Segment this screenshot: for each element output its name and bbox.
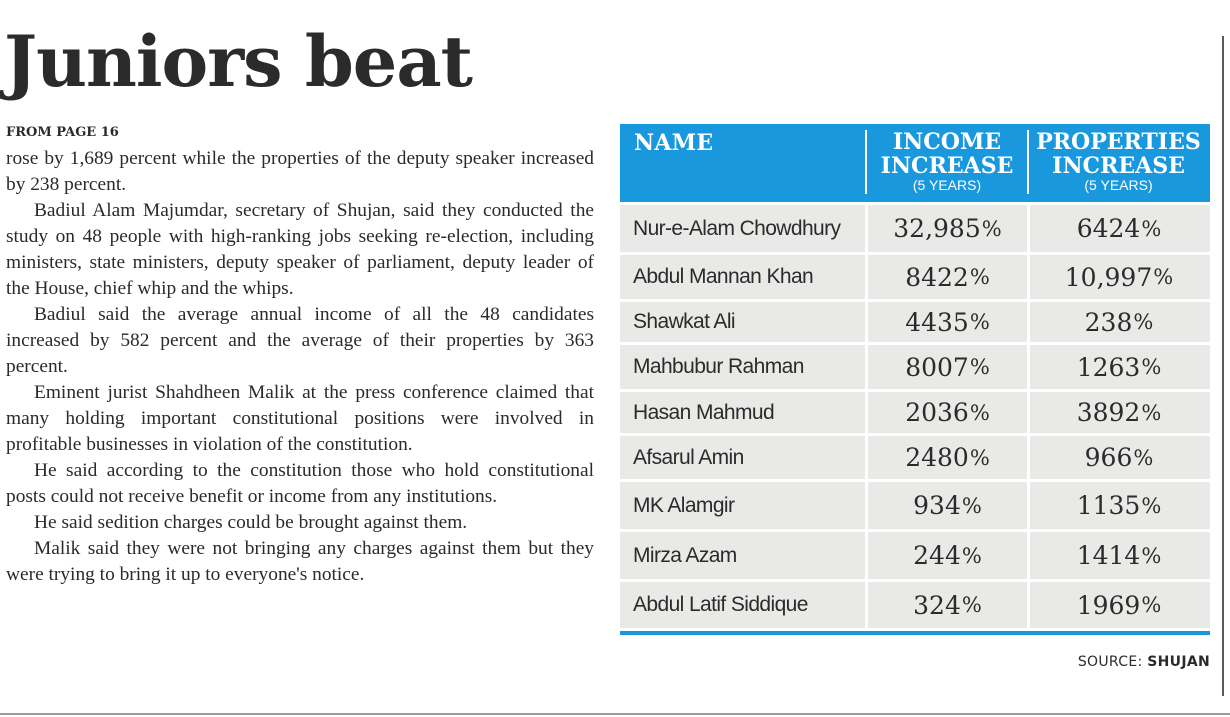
headline: Juniors beat (4, 20, 473, 103)
cell-properties-value: 1414 (1076, 541, 1141, 570)
percent-sign: % (1141, 543, 1162, 568)
percent-sign: % (1153, 265, 1174, 289)
table-row (620, 202, 1210, 252)
percent-sign: % (1141, 593, 1162, 617)
header-properties-line1: PROPERTIES (1036, 129, 1201, 155)
cell-income-value: 934 (913, 491, 961, 520)
cell-income-value: 324 (913, 590, 961, 620)
cell-income-value: 32,985 (893, 214, 981, 243)
cell-properties-value: 3892 (1076, 398, 1141, 427)
paragraph: Eminent jurist Shahdheen Malik at the press conference claimed that many holding important constitutional positions were involved in profitable businesses in violation of the constitution. (6, 382, 594, 455)
paragraph: He said according to the constitution those who hold constitutional posts could not receive benefit or income from any institutions. (6, 460, 594, 507)
percent-sign: % (1141, 493, 1162, 518)
percent-sign: % (1141, 400, 1162, 425)
cell-income (865, 205, 1027, 252)
header-income-sub: (5 YEARS) (912, 177, 982, 193)
paragraph: rose by 1,689 percent while the properties of the deputy speaker increased by 238 percent. (6, 148, 594, 195)
paragraph: Badiul Alam Majumdar, secretary of Shujan, said they conducted the study on 48 people with high-ranking jobs seeking re-election, including ministers, state ministers, deputy speaker of parliament, deputy leader of the House, chief whip and the whips. (6, 200, 594, 299)
cell-properties-value: 6424 (1076, 214, 1141, 243)
percent-sign: % (1133, 445, 1154, 470)
cell-income (865, 582, 1027, 628)
cell-income (865, 532, 1027, 579)
cell-properties-value: 966 (1084, 443, 1133, 472)
cell-name: Mahbubur Rahman (633, 355, 804, 378)
cell-properties-value: 1969 (1076, 590, 1141, 620)
cell-properties (1027, 205, 1208, 252)
header-income-line1: INCOME (892, 129, 1002, 155)
cell-properties (1027, 255, 1208, 299)
percent-sign: % (969, 310, 990, 334)
cell-income (865, 255, 1027, 299)
cell-income-value: 244 (913, 541, 961, 570)
table-body (620, 202, 1210, 628)
cell-name: Shawkat Ali (633, 310, 735, 333)
bottom-rule (0, 713, 1230, 715)
cell-properties (1027, 532, 1208, 579)
percent-sign: % (961, 593, 982, 617)
percent-sign: % (1133, 310, 1154, 334)
cell-properties-value: 238 (1084, 307, 1133, 337)
cell-income (865, 436, 1027, 479)
header-income (865, 130, 1027, 194)
cell-properties (1027, 582, 1208, 628)
asset-increase-table (620, 124, 1210, 635)
source-name: SHUJAN (1147, 654, 1210, 670)
cell-name: Abdul Mannan Khan (633, 265, 814, 288)
cell-properties (1027, 392, 1208, 433)
cell-name: Mirza Azam (633, 543, 737, 567)
header-name: NAME (634, 130, 714, 156)
cell-properties (1027, 482, 1208, 529)
article-body (6, 146, 594, 588)
cell-income (865, 482, 1027, 529)
table-header (620, 124, 1210, 202)
percent-sign: % (961, 493, 982, 518)
cell-name: Abdul Latif Siddique (633, 593, 808, 616)
from-page-label: FROM PAGE 16 (6, 125, 119, 140)
header-properties (1027, 130, 1208, 194)
paragraph: He said sedition charges could be brought against them. (34, 512, 468, 533)
cell-properties-value: 1135 (1076, 491, 1141, 520)
cell-income-value: 4435 (905, 307, 969, 337)
cell-income (865, 345, 1027, 389)
table-row (620, 389, 1210, 433)
percent-sign: % (969, 355, 990, 379)
percent-sign: % (1141, 216, 1162, 241)
table-footer-bar (620, 628, 1210, 635)
percent-sign: % (981, 216, 1002, 241)
table-row (620, 433, 1210, 479)
percent-sign: % (969, 265, 990, 289)
cell-properties-value: 10,997 (1064, 262, 1153, 292)
cell-properties (1027, 436, 1208, 479)
table-row (620, 342, 1210, 389)
percent-sign: % (961, 543, 982, 568)
table-row (620, 299, 1210, 342)
cell-name: Hasan Mahmud (633, 400, 775, 424)
cell-income-value: 2480 (905, 443, 969, 472)
table-row (620, 252, 1210, 299)
cell-income (865, 302, 1027, 342)
header-income-line2: INCREASE (880, 153, 1014, 179)
cell-income-value: 8007 (905, 352, 969, 382)
paragraph: Malik said they were not bringing any charges against them but they were trying to bring it up to everyone's notice. (6, 538, 594, 585)
cell-income (865, 392, 1027, 433)
source-credit (1078, 654, 1210, 670)
paragraph: Badiul said the average annual income of all the 48 candidates increased by 582 percent and the average of their properties by 363 percent. (6, 304, 594, 377)
percent-sign: % (969, 400, 990, 425)
cell-name: Nur-e-Alam Chowdhury (633, 216, 841, 240)
column-rule (1222, 36, 1224, 696)
cell-name: MK Alamgir (633, 493, 735, 517)
source-label: SOURCE: (1077, 654, 1143, 670)
header-properties-line2: INCREASE (1052, 153, 1185, 179)
percent-sign: % (969, 445, 990, 470)
cell-properties-value: 1263 (1076, 352, 1141, 382)
percent-sign: % (1141, 355, 1162, 379)
cell-properties (1027, 302, 1208, 342)
cell-income-value: 8422 (905, 262, 969, 292)
header-properties-sub: (5 YEARS) (1084, 177, 1153, 193)
table-row (620, 529, 1210, 579)
table-row (620, 579, 1210, 628)
cell-income-value: 2036 (905, 398, 969, 427)
cell-name: Afsarul Amin (633, 445, 744, 469)
cell-properties (1027, 345, 1208, 389)
table-row (620, 479, 1210, 529)
